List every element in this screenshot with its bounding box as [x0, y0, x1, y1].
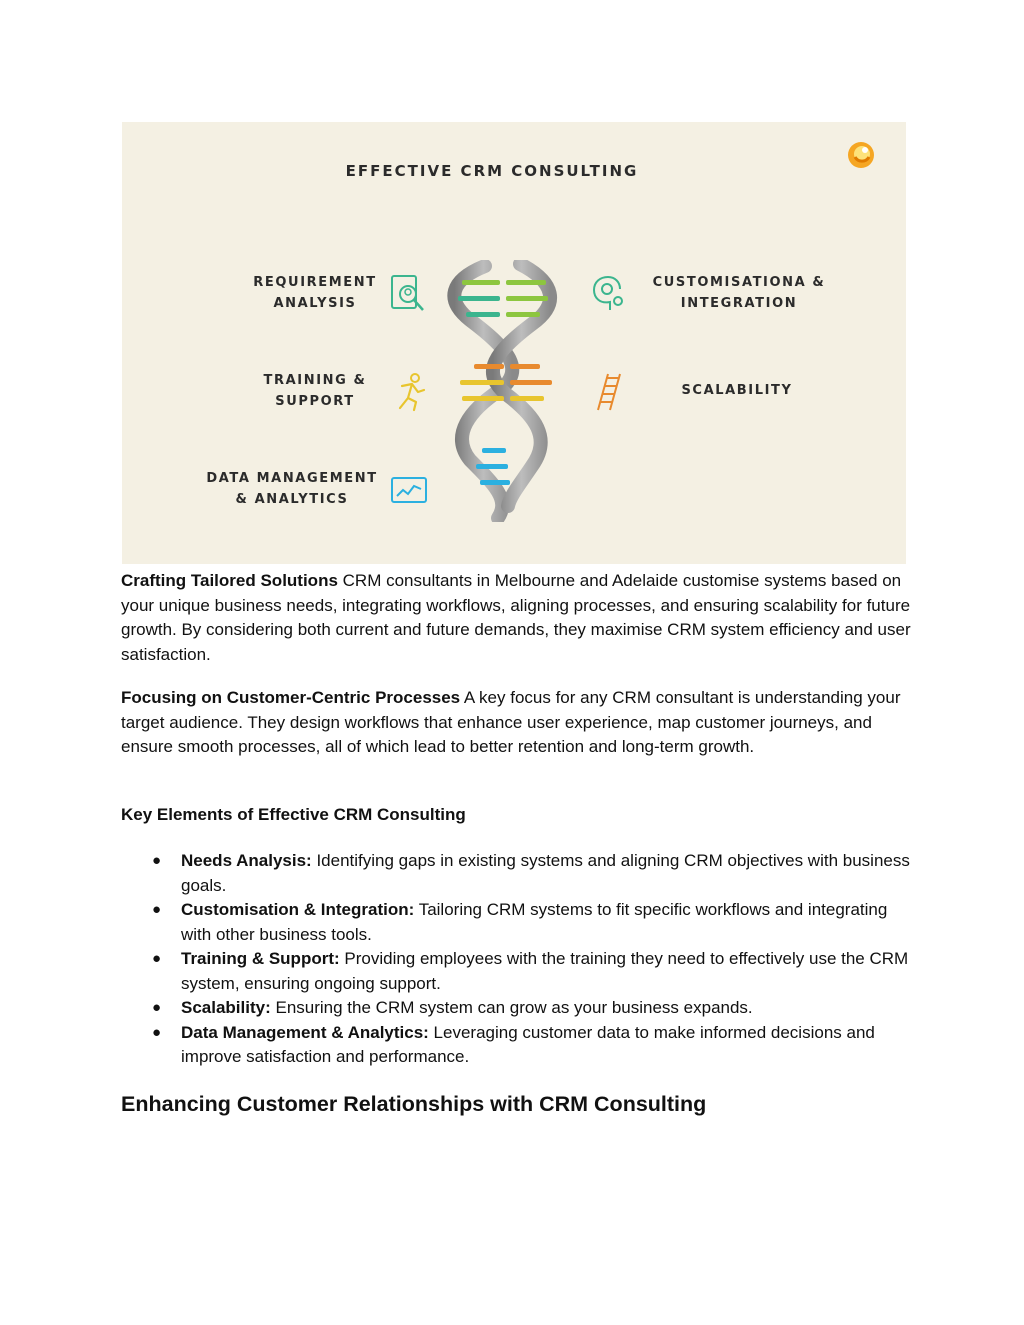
bullet-icon: ● — [152, 901, 162, 918]
infographic-title: EFFECTIVE CRM CONSULTING — [345, 162, 639, 180]
label-training-support: TRAINING & SUPPORT — [263, 373, 367, 409]
head-gears-icon — [590, 274, 626, 314]
key-elements-list — [121, 849, 911, 1070]
paragraph-customer-centric-processes: Focusing on Customer-Centric Processes A key focus for any CRM consultant is understanding your target audience. They design workflows that enhance user experience, map customer journeys, and ensure smooth processes, all of which lead to better retention and long-term growth. — [121, 688, 901, 756]
key-elements-heading: Key Elements of Effective CRM Consulting — [121, 805, 466, 824]
brand-logo-icon — [846, 140, 876, 170]
list-item: ● Scalability: Ensuring the CRM system can grow as your business expands. — [121, 996, 911, 1021]
line-chart-icon — [390, 476, 428, 506]
bullet-icon: ● — [152, 999, 162, 1016]
running-person-icon — [394, 372, 428, 412]
document-search-icon — [390, 274, 426, 314]
infographic — [122, 122, 906, 564]
list-item: ● Data Management & Analytics: Leveraging customer data to make informed decisions and improve satisfaction and performance. — [152, 1022, 875, 1066]
label-requirement-analysis: REQUIREMENT ANALYSIS — [253, 275, 377, 311]
dna-helix-icon — [440, 260, 570, 522]
bullet-icon: ● — [152, 950, 162, 967]
bullet-icon: ● — [152, 852, 162, 869]
label-scalability: SCALABILITY — [681, 383, 793, 398]
paragraph-crafting-tailored-solutions: Crafting Tailored Solutions CRM consultants in Melbourne and Adelaide customise systems based on your unique business needs, integrating workflows, aligning processes, and ensuring scalability for future growth. By considering both current and future demands, they maximise CRM system efficiency and user satisfaction. — [121, 571, 911, 664]
label-customisation-integration: CUSTOMISATIONA & INTEGRATION — [652, 275, 826, 311]
list-item: ● Customisation & Integration: Tailoring CRM systems to fit specific workflows and integrating with other business tools. — [152, 900, 888, 944]
label-data-management-analytics: DATA MANAGEMENT & ANALYTICS — [206, 471, 378, 507]
bullet-icon: ● — [152, 1023, 162, 1041]
list-item: ● Training & Support: Providing employees with the training they need to effectively use the CRM system, ensuring ongoing support. — [152, 949, 909, 993]
list-item: ● Needs Analysis: Identifying gaps in existing systems and aligning CRM objectives with business goals. — [152, 851, 910, 895]
section-heading: Enhancing Customer Relationships with CRM Consulting — [121, 1092, 707, 1116]
ladder-icon — [590, 372, 626, 412]
